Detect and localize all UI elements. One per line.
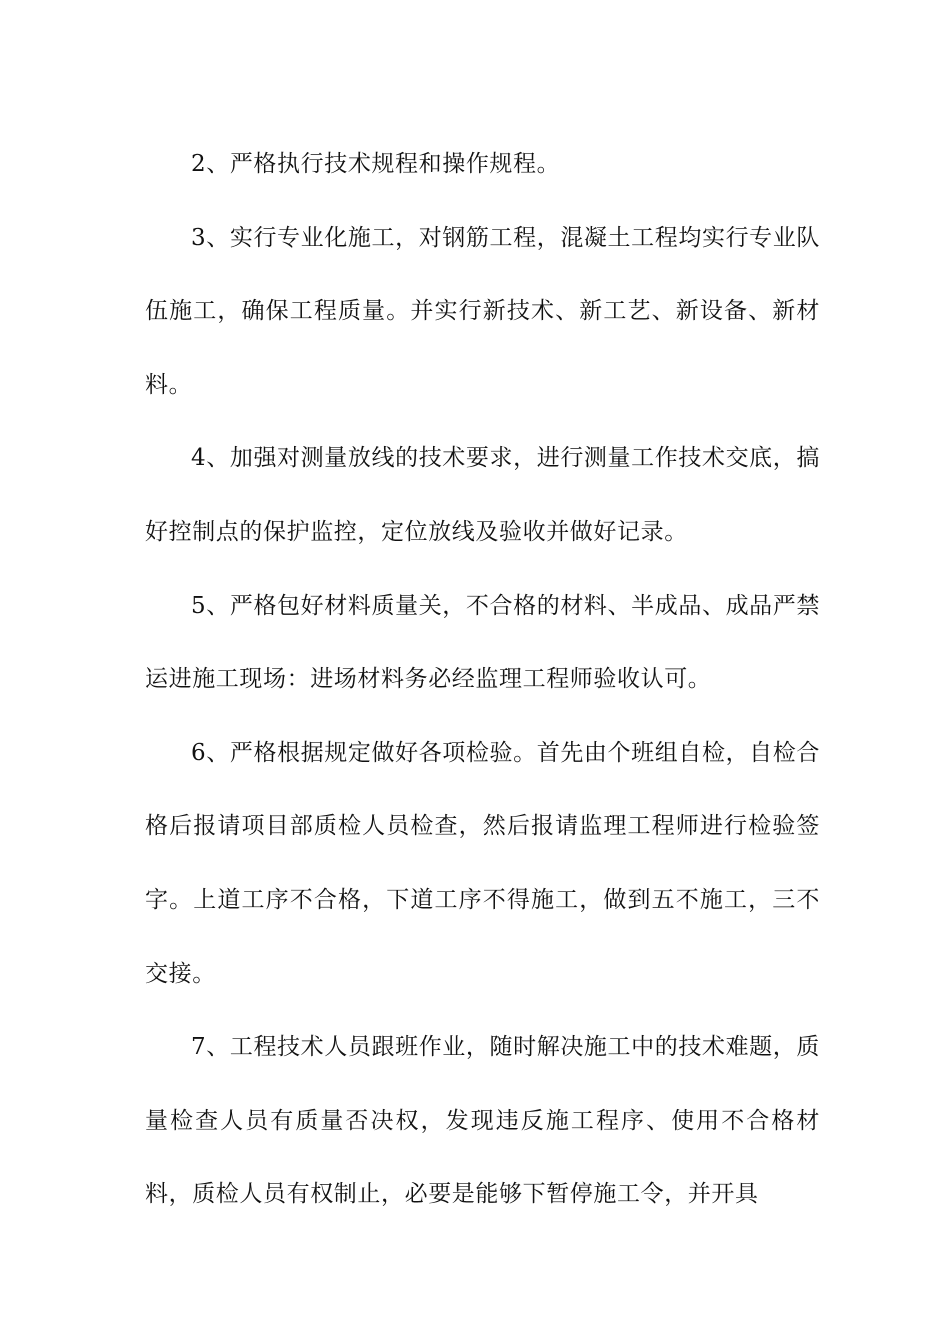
paragraph-item-5: 5、严格包好材料质量关，不合格的材料、半成品、成品严禁运进施工现场：进场材料务必经监理工程师验收认可。 xyxy=(145,592,820,693)
paragraph-item-6: 6、严格根据规定做好各项检验。首先由个班组自检，自检合格后报请项目部质检人员检查，然后报请监理工程师进行检验签字。上道工序不合格，下道工序不得施工，做到五不施工，三不交接。 xyxy=(145,739,820,987)
paragraph-item-2: 2、严格执行技术规程和操作规程。 xyxy=(191,151,561,177)
paragraph-item-3: 3、实行专业化施工，对钢筋工程，混凝土工程均实行专业队伍施工，确保工程质量。并实行新技术、新工艺、新设备、新材料。 xyxy=(145,224,820,398)
paragraph-item-4: 4、加强对测量放线的技术要求，进行测量工作技术交底，搞好控制点的保护监控，定位放线及验收并做好记录。 xyxy=(145,445,820,545)
document-body xyxy=(145,128,820,1232)
paragraph-item-7: 7、工程技术人员跟班作业，随时解决施工中的技术难题，质量检查人员有质量否决权，发现违反施工程序、使用不合格材料，质检人员有权制止，必要是能够下暂停施工令，并开具 xyxy=(145,1034,820,1208)
